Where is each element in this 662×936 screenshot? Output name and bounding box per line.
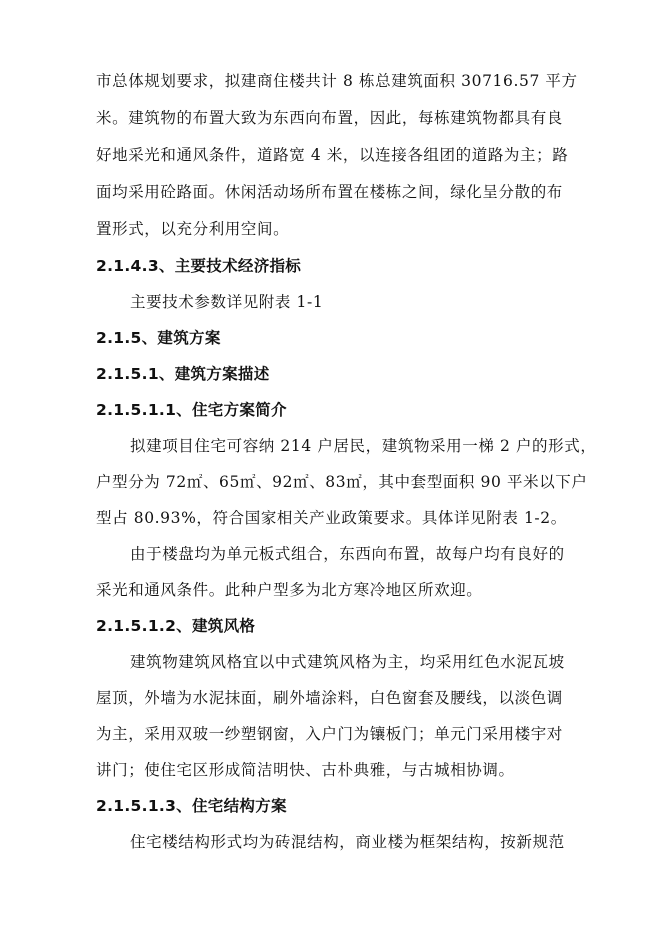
text-line: 拟建项目住宅可容纳 214 户居民，建筑物采用一梯 2 户的形式， [130, 437, 597, 455]
text-line: 好地采光和通风条件，道路宽 4 米，以连接各组团的道路为主；路 [96, 146, 569, 164]
text-line: 市总体规划要求，拟建商住楼共计 8 栋总建筑面积 30716.57 平方 [96, 72, 578, 90]
text-line: 为主，采用双玻一纱塑钢窗，入户门为镶板门；单元门采用楼宇对 [96, 725, 563, 743]
text-line: 面均采用砼路面。休闲活动场所布置在楼栋之间，绿化呈分散的布 [96, 183, 563, 201]
text-line: 讲门；使住宅区形成简洁明快、古朴典雅，与古城相协调。 [96, 761, 515, 779]
text-line: 住宅楼结构形式均为砖混结构，商业楼为框架结构，按新规范 [130, 833, 565, 851]
text-line: 户型分为 72㎡、65㎡、92㎡、83㎡，其中套型面积 90 平米以下户 [96, 473, 588, 491]
text-line: 建筑物建筑风格宜以中式建筑风格为主，均采用红色水泥瓦坡 [130, 653, 565, 671]
text-line: 由于楼盘均为单元板式组合，东西向布置，故每户均有良好的 [130, 545, 565, 563]
heading-2-1-5: 2.1.5、建筑方案 [96, 329, 221, 347]
text-line: 采光和通风条件。此种户型多为北方寒冷地区所欢迎。 [96, 581, 483, 599]
text-line: 置形式，以充分利用空间。 [96, 220, 290, 238]
heading-2-1-5-1-3: 2.1.5.1.3、住宅结构方案 [96, 797, 287, 815]
heading-2-1-5-1: 2.1.5.1、建筑方案描述 [96, 365, 270, 383]
heading-2-1-5-1-1: 2.1.5.1.1、住宅方案简介 [96, 401, 287, 419]
text-line: 型占 80.93%，符合国家相关产业政策要求。具体详见附表 1-2。 [96, 509, 567, 527]
text-line: 屋顶，外墙为水泥抹面，刷外墙涂料，白色窗套及腰线，以淡色调 [96, 689, 563, 707]
text-line: 主要技术参数详见附表 1-1 [130, 293, 324, 311]
heading-2-1-4-3: 2.1.4.3、主要技术经济指标 [96, 257, 302, 275]
heading-2-1-5-1-2: 2.1.5.1.2、建筑风格 [96, 617, 256, 635]
text-line: 米。建筑物的布置大致为东西向布置，因此，每栋建筑物都具有良 [96, 109, 563, 127]
